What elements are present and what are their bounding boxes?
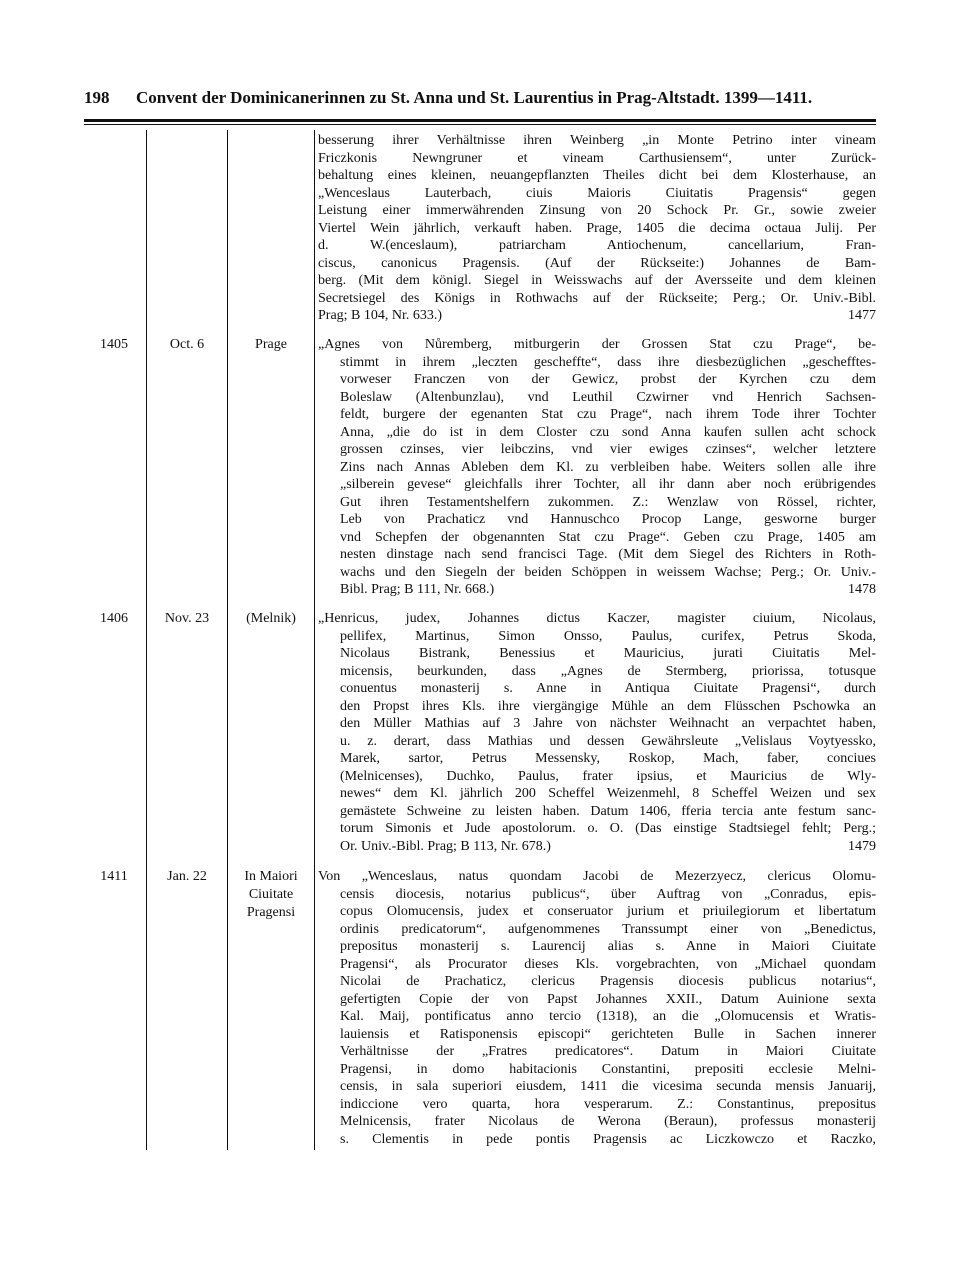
entry-text [318,610,876,855]
text-line: vorweser Franczen von der Gewicz, probst der Kyrchen czu dem [340,372,876,387]
text-line: Pragensi“, als Procurator dieses Kls. vorgebrachten, von „Michael quondam [340,956,876,972]
entry-year: 1405 [100,337,128,352]
text-line: Leistung einer immerwährenden Zinsung von 20 Schock Pr. Gr., sowie zweier [318,203,876,218]
text-line: ordinis predicatorum“, aufgenommenes Transsumpt einer von „Benedictus, [340,921,876,937]
text-line: micensis, beurkunden, dass „Agnes de Stermberg, priorissa, totusque [340,663,876,679]
entry-year: 1406 [100,611,128,626]
text-line: den Propst ihres Kls. ihre viergängige Mühle an dem Flüsschen Pschowka an [340,698,876,714]
entry-number: 1478 [848,582,876,597]
entry-place [230,336,312,354]
text-line: vnd Schepfen der obgenannten Stat czu Prage“. Geben czu Prage, 1405 am [340,529,876,545]
text-line: stimmt in ihrem „leczten gescheffte“, dass ihre diesbezüglichen „geschefftes- [340,354,876,370]
text-line: censis diocesis, notarius publicus“, über Auftrag von „Conradus, epis- [340,886,876,902]
page-header [84,88,876,116]
text-line: Kal. Maij, pontificatus anno tercio (1318), an die „Olomucensis et Wratis- [340,1009,876,1024]
entry-text [318,336,876,599]
text-line: gemästete Schweine zu leisten haben. Datum 1406, fferia tercia ante festum sanc- [340,803,876,819]
entry-text [318,868,876,1148]
text-line: Nicolaus Bistrank, Benessius et Mauricius, jurati Ciuitatis Mel- [340,646,876,661]
text-line: Anna, „die do ist in dem Closter czu sond Anna kaufen sullen acht schock [340,424,876,440]
text-line-content: Prag; B 104, Nr. 633.) [318,308,443,323]
text-line: censis, in sala superiori eiusdem, 1411 die vicesima secunda mensis Januarij, [340,1079,876,1094]
place-line: In Maiori [244,869,298,884]
text-line: Leb von Prachaticz vnd Hannuschco Procop Lange, gesworne burger [340,512,876,527]
text-line [318,581,876,599]
text-line: Melnicensis, frater Nicolaus de Werona (Beraun), professus monasterij [340,1114,876,1129]
text-line: lauiensis et Ratisponensis episcopi“ gerichteten Bulle in Sachen innerer [340,1026,876,1042]
text-line: Gut ihren Testamentshelfern zukommen. Z.: Wenzlaw von Rössel, richter, [340,494,876,510]
entry-date: Oct. 6 [169,337,205,352]
text-line: indiccione vero quarta, hora vesperarum. Z.: Constantinus, prepositus [340,1096,876,1112]
header-rule-thick [84,119,876,122]
text-line: grossen czinses, vier leibczins, vnd vier ewiges czinses“, welcher letztere [340,442,876,457]
entry-number: 1479 [848,838,876,854]
text-line: nesten dinstage nach send francisci Tage. (Mit dem Siegel des Richters in Roth- [340,547,876,562]
place-line: Pragensi [246,905,296,920]
text-line: conuentus monasterij s. Anne in Antiqua Ciuitate Pragensi“, durch [340,681,876,696]
entry-place [230,610,312,628]
text-line: ciscus, canonicus Pragensis. (Auf der Rückseite:) Johannes de Bam- [318,255,876,271]
text-line: Viertel Wein jährlich, verkauft haben. Prage, 1405 die decima octaua Julij. Per [318,220,876,236]
place-line: (Melnik) [246,611,296,626]
column-divider-date [227,130,228,1150]
text-line: Boleslaw (Altenbunzlau), vnd Leuthil Czwirner vnd Henrich Sachsen- [340,389,876,405]
column-divider-year [146,130,147,1150]
text-line: „Henricus, judex, Johannes dictus Kaczer, magister ciuium, Nicolaus, [318,611,876,626]
text-line: Zins nach Annas Ableben dem Kl. zu verbleiben habe. Weiters sollen alle ihre [340,459,876,475]
text-line: newes“ dem Kl. jährlich 200 Scheffel Weizenmehl, 8 Scheffel Weizen und sex [340,786,876,801]
text-line: copus Olomucensis, judex et conseruator jurium et priuilegiorum et libertatum [340,904,876,919]
place-line: Prage [255,337,287,352]
text-line: Secretsiegel des Königs in Rothwachs auf der Rückseite; Perg.; Or. Univ.-Bibl. [318,290,876,306]
text-line: prepositus monasterij s. Laurencij alias s. Anne in Maiori Ciuitate [340,939,876,954]
text-line: Pragensi, in domo habitacionis Constantini, prepositi ecclesie Melni- [340,1061,876,1077]
text-line: pellifex, Martinus, Simon Onsso, Paulus, curifex, Petrus Skoda, [340,628,876,644]
text-line: „Wenceslaus Lauterbach, ciuis Maioris Ciuitatis Pragensis“ gegen [318,185,876,201]
text-line: d. W.(enceslaum), patriarcham Antiochenum, cancellarium, Fran- [318,238,876,253]
text-line [318,307,876,325]
text-line: u. z. derart, dass Mathias und dessen Gewährsleute „Velislaus Voytyessko, [340,733,876,749]
text-line: feldt, burgere der egenanten Stat czu Prage“, nach ihrem Tode ihrer Tochter [340,407,876,422]
text-line: Marek, sartor, Petrus Messensky, Roskop, Mach, faber, conciues [340,751,876,766]
text-line: torum Simonis et Jude apostolorum. o. O. (Das einstige Stadtsiegel fehlt; Perg.; [340,821,876,836]
text-line: wachs und den Siegeln der beiden Schöppen in weissem Wachse; Perg.; Or. Univ.- [340,564,876,580]
header-rule-thin [84,124,876,125]
column-divider-place [314,130,315,1150]
text-line-content: Or. Univ.-Bibl. Prag; B 113, Nr. 678.) [340,838,551,854]
text-line: Von „Wenceslaus, natus quondam Jacobi de Mezerzyecz, clericus Olomu- [318,869,876,884]
text-line: gefertigten Copie der von Papst Johannes XXII., Datum Auinione sexta [340,991,876,1007]
text-line: Verhältnisse der „Fratres predicatores“. Datum in Maiori Ciuitate [340,1044,876,1059]
text-line: den Müller Mathias auf 3 Jahre von nächster Weihnacht an verpachtet haben, [340,716,876,731]
entry-text [318,132,876,325]
text-line: (Melnicenses), Duchko, Paulus, frater ipsius, et Mauricius de Wly- [340,768,876,784]
entry-number: 1477 [848,308,876,323]
text-line: „silberein gevese“ gleichfalls ihrer Tochter, all ihr dann aber noch erübrigendes [340,477,876,492]
entry-date: Jan. 22 [167,869,207,884]
entry-date: Nov. 23 [164,611,210,626]
page-number: 198 [84,88,110,107]
place-line: Ciuitate [248,887,294,902]
text-line: behaltung eines kleinen, neuangepflanzten Theiles dicht bei dem Klosterhause, an [318,168,876,183]
text-line: berg. (Mit dem königl. Siegel in Weisswachs auf der Aversseite und dem kleinen [318,273,876,288]
text-line: Nicolai de Prachaticz, clericus Pragensis diocesis publicus notarius“, [340,974,876,989]
page-title: Convent der Dominicanerinnen zu St. Anna und St. Laurentius in Prag-Altstadt. 1399—1411. [136,88,813,107]
entry-place [230,868,312,922]
text-line: s. Clementis in pede pontis Pragensis ac Liczkowczo et Raczko, [340,1131,876,1147]
text-line-content: Bibl. Prag; B 111, Nr. 668.) [340,582,495,597]
entry-year: 1411 [100,869,128,884]
text-line [318,838,876,856]
text-line: Friczkonis Newngruner et vineam Carthusiensem“, unter Zurück- [318,150,876,166]
text-line: „Agnes von Nůremberg, mitburgerin der Grossen Stat czu Prage“, be- [318,337,876,352]
text-line: besserung ihrer Verhältnisse ihren Weinberg „in Monte Petrino inter vineam [318,133,876,148]
